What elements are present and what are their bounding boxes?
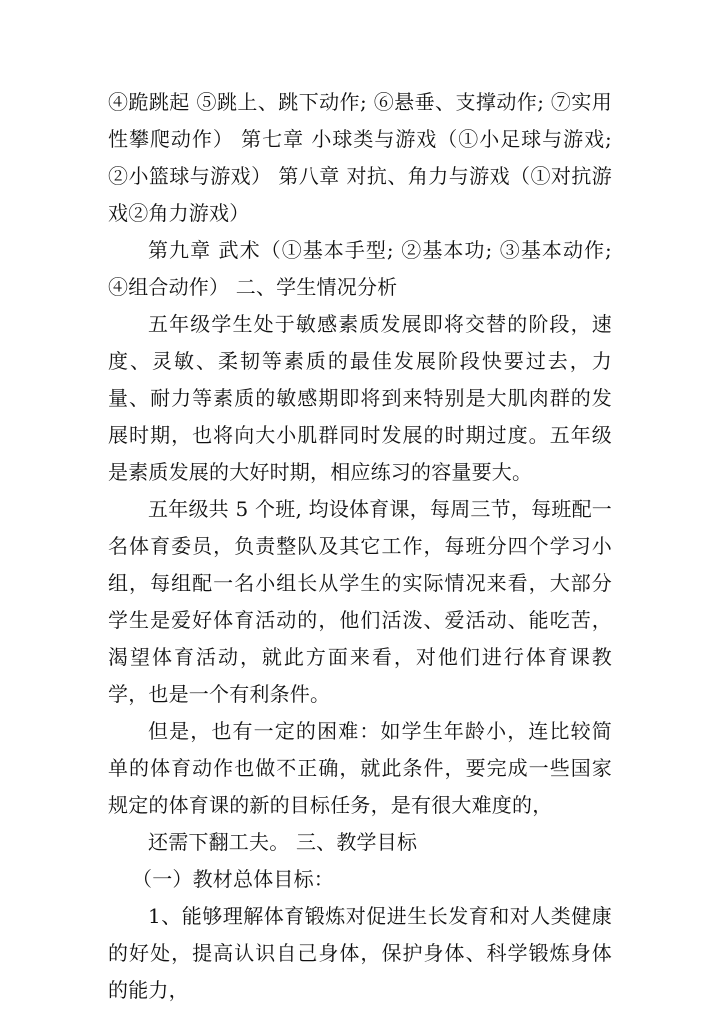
paragraph-difficulties: 但是，也有一定的困难：如学生年龄小，连比较简单的体育动作也做不正确，就此条件，要完成一些国家规定的体育课的新的目标任务，是有很大难度的， bbox=[108, 719, 612, 817]
paragraph-teaching-goals-heading: 还需下翻工夫。 三、教学目标 bbox=[148, 830, 418, 854]
paragraph-student-analysis: 五年级学生处于敏感素质发展即将交替的阶段，速度、灵敏、柔韧等素质的最佳发展阶段快要过去，力量、耐力等素质的敏感期即将到来特别是大肌肉群的发展时期，也将向大小肌群同时发展的时期过度。五年级是素质发展的大好时期，相应练习的容量要大。 bbox=[108, 312, 612, 484]
paragraph-chapter-nine: 第九章 武术（①基本手型; ②基本功; ③基本动作; ④组合动作） 二、学生情况分析 bbox=[108, 238, 612, 299]
paragraph-class-info: 五年级共 5 个班, 均设体育课，每周三节，每班配一名体育委员，负责整队及其它工作，每班分四个学习小组，每组配一名小组长从学生的实际情况来看，大部分学生是爱好体育活动的，他们活泼、爱活动、能吃苦，渴望体育活动，就此方面来看，对他们进行体育课教学，也是一个有利条件。 bbox=[108, 497, 612, 706]
paragraph-chapter-list: ④跪跳起 ⑤跳上、跳下动作; ⑥悬垂、支撑动作; ⑦实用性攀爬动作） 第七章 小球类与游戏（①小足球与游戏; ②小篮球与游戏） 第八章 对抗、角力与游戏（①对抗游戏②角力游戏） bbox=[108, 90, 612, 225]
paragraph-goal-one: 1、能够理解体育锻炼对促进生长发育和对人类健康的好处，提高认识自己身体，保护身体、科学锻炼身体的能力， bbox=[108, 904, 612, 1002]
body-text bbox=[108, 84, 612, 1009]
paragraph-overall-goals: （一）教材总体目标： bbox=[132, 867, 334, 891]
